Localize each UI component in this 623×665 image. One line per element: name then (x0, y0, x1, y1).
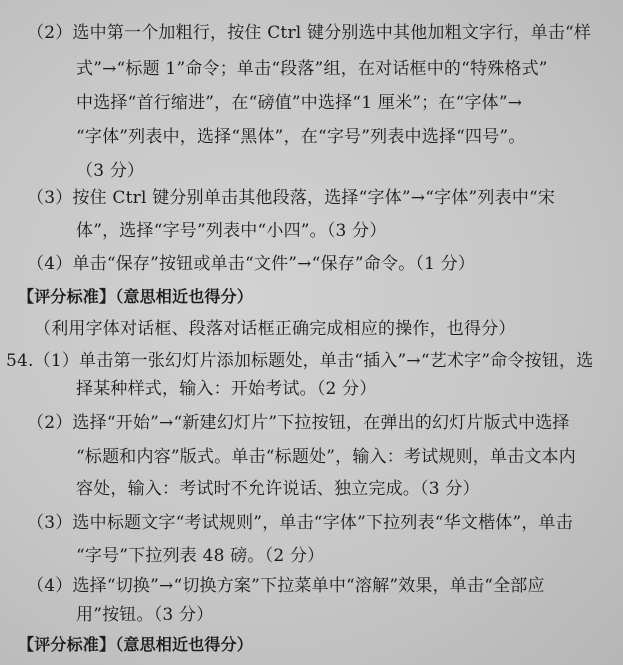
q53-2-line-2: 式”→“标题 1”命令；单击“段落”组，在对话框中的“特殊格式” (76, 59, 548, 79)
q53-2-line-5: （3 分） (76, 161, 145, 181)
criteria-title-1: 【评分标准】（意思相近也得分） (18, 287, 254, 306)
criteria-note-1: （利用字体对话框、段落对话框正确完成相应的操作，也得分） (34, 319, 516, 339)
q53-2-line-4: “字体”列表中，选择“黑体”，在“字号”列表中选择“四号”。 (76, 127, 526, 147)
q53-2-line-1: （2）选中第一个加粗行，按住 Ctrl 键分别选中其他加粗文字行，单击“样 (27, 23, 592, 43)
q54-4-line-2: 用”按钮。（3 分） (76, 605, 214, 625)
q54-3-line-2: “字号”下拉列表 48 磅。（2 分） (76, 546, 325, 566)
q54-2-line-3: 容处，输入：考试时不允许说话、独立完成。（3 分） (76, 479, 480, 499)
q54-3-line-1: （3）选中标题文字“考试规则”，单击“字体”下拉列表“华文楷体”，单击 (27, 513, 573, 533)
q53-3-line-1: （3）按住 Ctrl 键分别单击其他段落，选择“字体”→“字体”列表中“宋 (27, 188, 556, 208)
q54-2-line-1: （2）选择“开始”→“新建幻灯片”下拉按钮，在弹出的幻灯片版式中选择 (27, 413, 570, 433)
q53-4-line-1: （4）单击“保存”按钮或单击“文件”→“保存”命令。（1 分） (27, 254, 476, 274)
q53-2-line-3: 中选择“首行缩进”，在“磅值”中选择“1 厘米”；在“字体”→ (76, 93, 523, 113)
q54-4-line-1: （4）选择“切换”→“切换方案”下拉菜单中“溶解”效果，单击“全部应 (27, 576, 545, 596)
q54-2-line-2: “标题和内容”版式。单击“标题处”，输入：考试规则，单击文本内 (76, 447, 576, 467)
q54-1-line-2: 择某种样式，输入：开始考试。（2 分） (76, 379, 377, 399)
q53-3-line-2: 体”，选择“字号”列表中“小四”。（3 分） (76, 221, 387, 241)
q54-1-line-1: 54.（1）单击第一张幻灯片添加标题处，单击“插入”→“艺术字”命令按钮，选 (6, 351, 594, 371)
criteria-title-2: 【评分标准】（意思相近也得分） (18, 635, 254, 654)
